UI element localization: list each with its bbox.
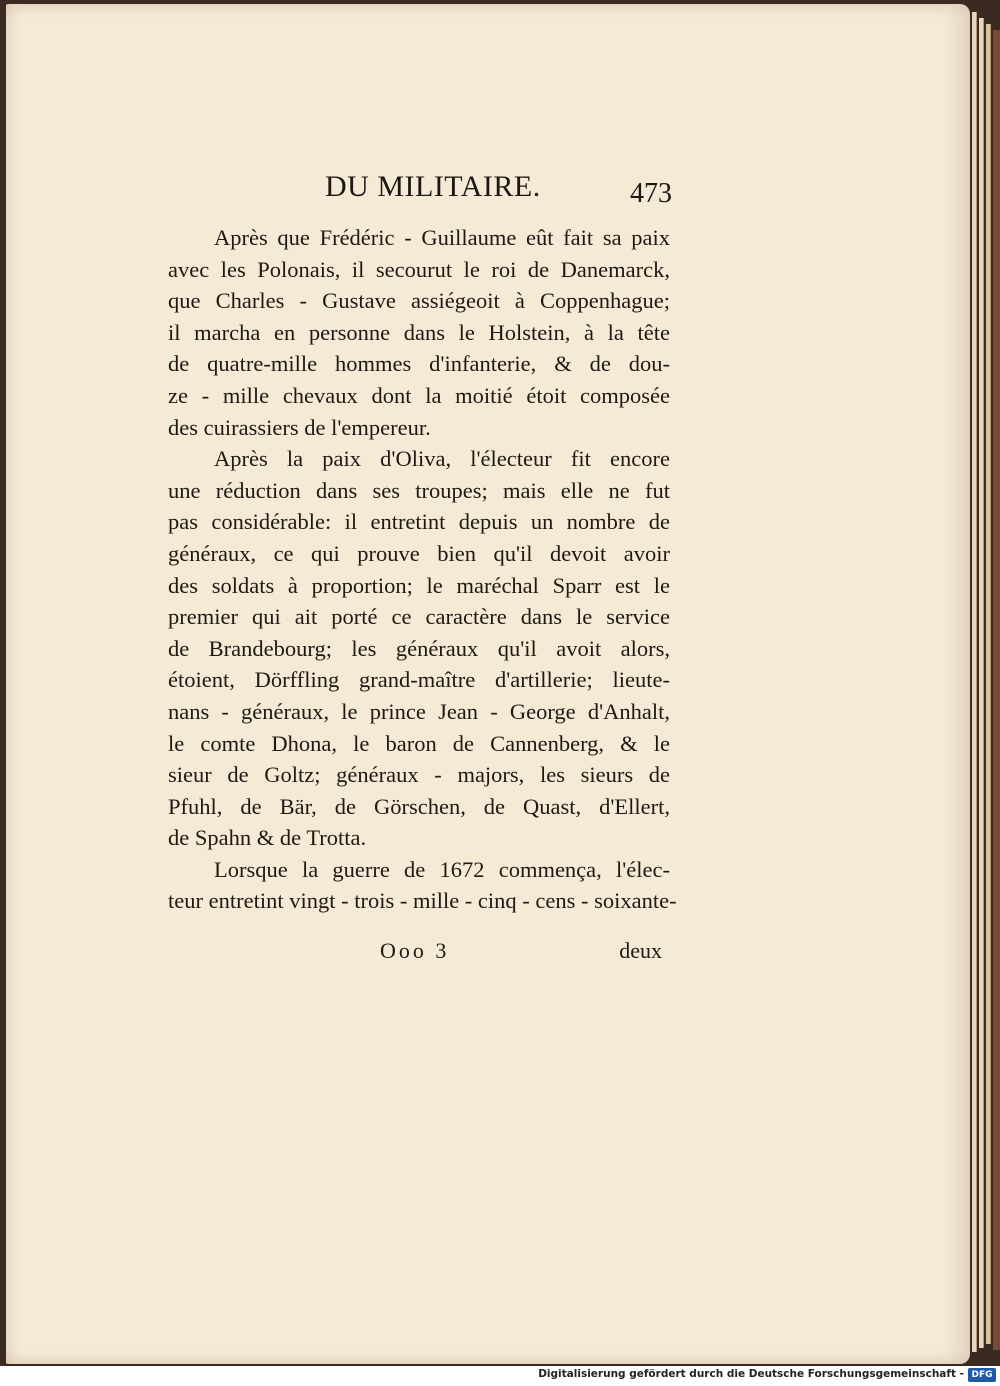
text-line: étoient, Dörffling grand-maître d'artillerie; lieute- xyxy=(168,667,670,693)
running-title: DU MILITAIRE. xyxy=(325,170,541,203)
book-fore-edge xyxy=(993,30,1000,1350)
catchword: deux xyxy=(619,938,662,963)
text-line: pas considérable: il entretint depuis un nombre de xyxy=(168,509,670,535)
page-header xyxy=(160,168,680,212)
credit-bar xyxy=(0,1366,1000,1386)
text-line: premier qui ait porté ce caractère dans le service xyxy=(168,604,670,630)
text-line: Lorsque la guerre de 1672 commença, l'élec- xyxy=(214,856,670,882)
body-text xyxy=(168,222,677,917)
dfg-logo-icon: DFG xyxy=(968,1368,996,1382)
text-line: le comte Dhona, le baron de Cannenberg, & le xyxy=(168,730,670,756)
page-edge xyxy=(979,18,984,1348)
text-line: de quatre-mille hommes d'infanterie, & de dou- xyxy=(168,351,670,377)
text-line: une réduction dans ses troupes; mais elle ne fut xyxy=(168,477,670,503)
page-edge xyxy=(972,12,977,1352)
text-line: avec les Polonais, il secourut le roi de Danemarck, xyxy=(168,256,670,282)
text-line: il marcha en personne dans le Holstein, à la tête xyxy=(168,319,670,345)
text-line: nans - généraux, le prince Jean - George d'Anhalt, xyxy=(168,698,670,724)
text-line: Pfuhl, de Bär, de Görschen, de Quast, d'Ellert, xyxy=(168,793,670,819)
text-line: que Charles - Gustave assiégeoit à Coppenhague; xyxy=(168,288,670,314)
text-line: de Spahn & de Trotta. xyxy=(168,825,367,851)
text-line: teur entretint vingt - trois - mille - cinq - cens - soixante- xyxy=(168,888,677,914)
text-line: généraux, ce qui prouve bien qu'il devoit avoir xyxy=(168,540,670,566)
printer-signature: Ooo 3 xyxy=(380,938,450,963)
text-line: Après la paix d'Oliva, l'électeur fit encore xyxy=(214,446,670,472)
paragraph xyxy=(168,443,670,854)
text-line: ze - mille chevaux dont la moitié étoit composée xyxy=(168,382,670,408)
paragraph xyxy=(168,854,677,917)
page-footer xyxy=(168,936,662,970)
text-line: de Brandebourg; les généraux qu'il avoit alors, xyxy=(168,635,670,661)
text-line: sieur de Goltz; généraux - majors, les sieurs de xyxy=(168,762,670,788)
credit-text: Digitalisierung gefördert durch die Deutsche Forschungsgemeinschaft - xyxy=(538,1368,964,1380)
page-number: 473 xyxy=(630,178,672,209)
text-line: des cuirassiers de l'empereur. xyxy=(168,414,431,440)
paragraph xyxy=(168,222,670,443)
text-line: des soldats à proportion; le maréchal Sparr est le xyxy=(168,572,670,598)
page-edge xyxy=(986,24,991,1344)
text-line: Après que Frédéric - Guillaume eût fait sa paix xyxy=(214,225,670,250)
